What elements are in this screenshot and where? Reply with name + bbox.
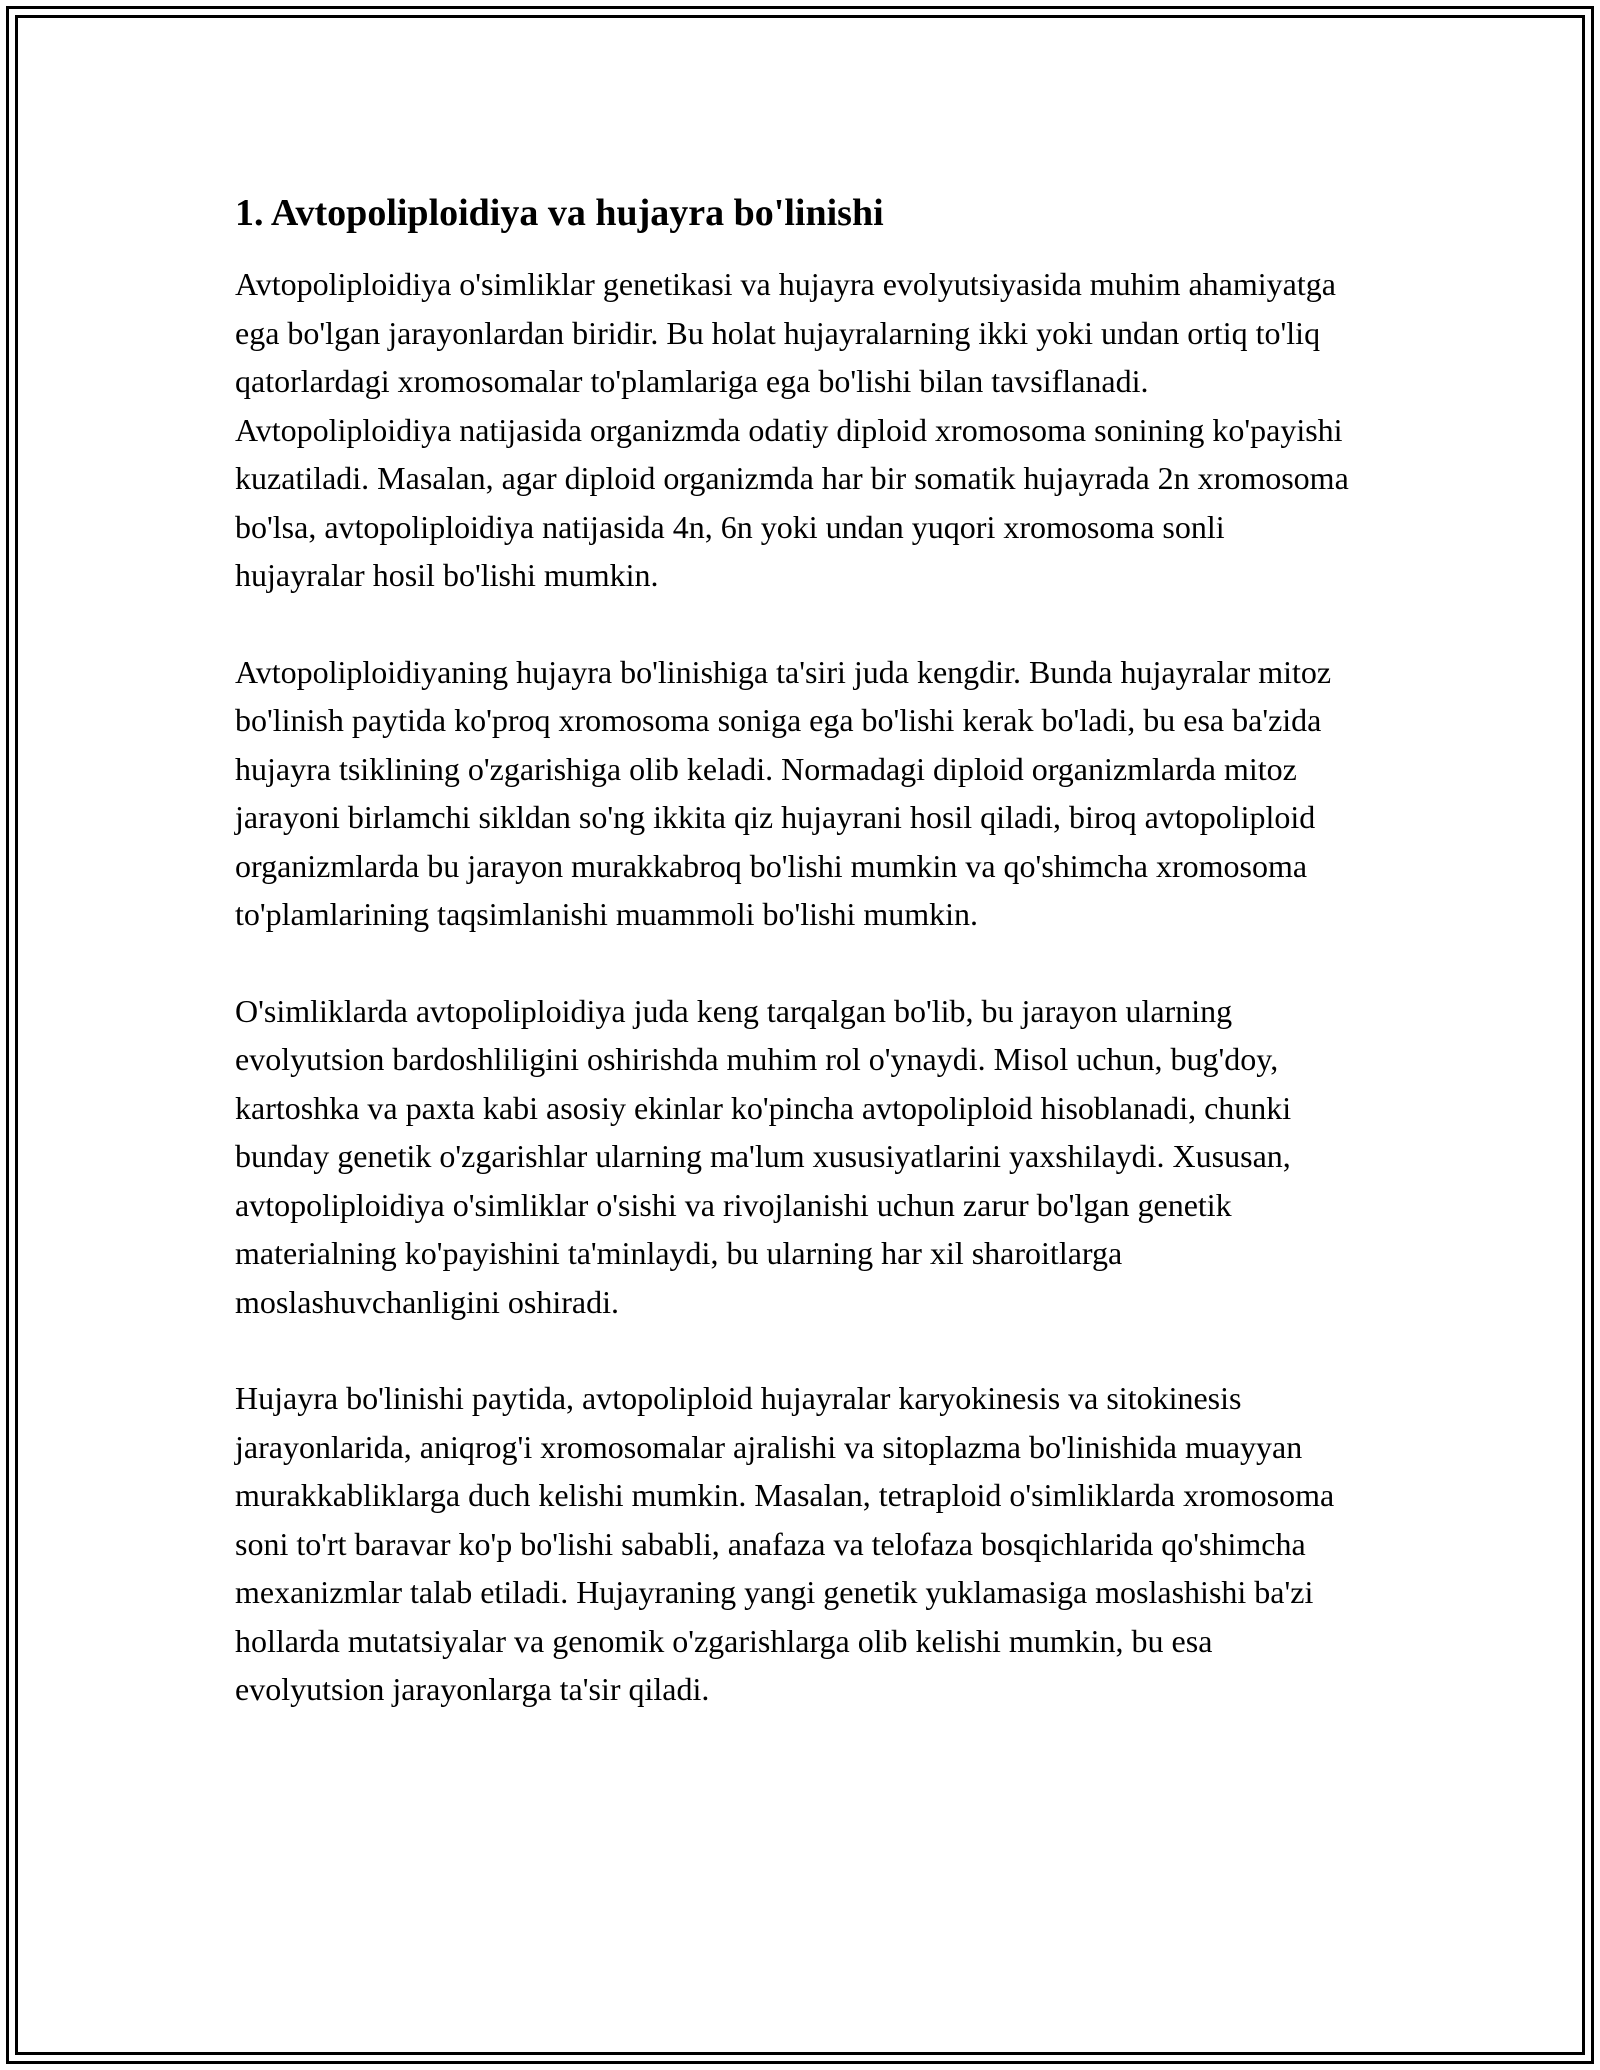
- section-heading: 1. Avtopoliploidiya va hujayra bo'linishi: [235, 192, 884, 234]
- paragraph-2: Avtopoliploidiyaning hujayra bo'linishiga ta'siri juda kengdir. Bunda hujayralar mitoz bo'linish paytida ko'proq xromosoma soniga ega bo'lishi kerak bo'ladi, bu esa ba'zida hujayra tsiklining o'zgarishiga olib keladi. Normadagi diploid organizmlarda mitoz jarayoni birlamchi sikldan so'ng ikkita qiz hujayrani hosil qiladi, biroq avtopoliploid organizmlarda bu jarayon murakkabroq bo'lishi mumkin va qo'shimcha xromosoma to'plamlarining taqsimlanishi muammoli bo'lishi mumkin.: [235, 653, 1332, 932]
- paragraph-1: Avtopoliploidiya o'simliklar genetikasi va hujayra evolyutsiyasida muhim ahamiyatga ega bo'lgan jarayonlardan biridir. Bu holat hujayralarning ikki yoki undan ortiq to'liq qatorlardagi xromosomalar to'plamlariga ega bo'lishi bilan tavsiflanadi. Avtopoliploidiya natijasida organizmda odatiy diploid xromosoma sonining ko'payishi kuzatiladi. Masalan, agar diploid organizmda har bir somatik hujayrada 2n xromosoma bo'lsa, avtopoliploidiya natijasida 4n, 6n yoki undan yuqori xromosoma sonli hujayralar hosil bo'lishi mumkin.: [235, 266, 1349, 593]
- document-body: [235, 188, 1355, 1762]
- paragraph-3: O'simliklarda avtopoliploidiya juda keng tarqalgan bo'lib, bu jarayon ularning evolyutsion bardoshliligini oshirishda muhim rol o'ynaydi. Misol uchun, bug'doy, kartoshka va paxta kabi asosiy ekinlar ko'pincha avtopoliploid hisoblanadi, chunki bunday genetik o'zgarishlar ularning ma'lum xususiyatlarini yaxshilaydi. Xususan, avtopoliploidiya o'simliklar o'sishi va rivojlanishi uchun zarur bo'lgan genetik materialning ko'payishini ta'minlaydi, bu ularning har xil sharoitlarga moslashuvchanligini oshiradi.: [235, 992, 1292, 1320]
- paragraph-4: Hujayra bo'linishi paytida, avtopoliploid hujayralar karyokinesis va sitokinesis jarayonlarida, aniqrog'i xromosomalar ajralishi va sitoplazma bo'linishida muayyan murakkabliklarga duch kelishi mumkin. Masalan, tetraploid o'simliklarda xromosoma soni to'rt baravar ko'p bo'lishi sababli, anafaza va telofaza bosqichlarida qo'shimcha mexanizmlar talab etiladi. Hujayraning yangi genetik yuklamasiga moslashishi ba'zi hollarda mutatsiyalar va genomik o'zgarishlarga olib kelishi mumkin, bu esa evolyutsion jarayonlarga ta'sir qiladi.: [235, 1380, 1335, 1707]
